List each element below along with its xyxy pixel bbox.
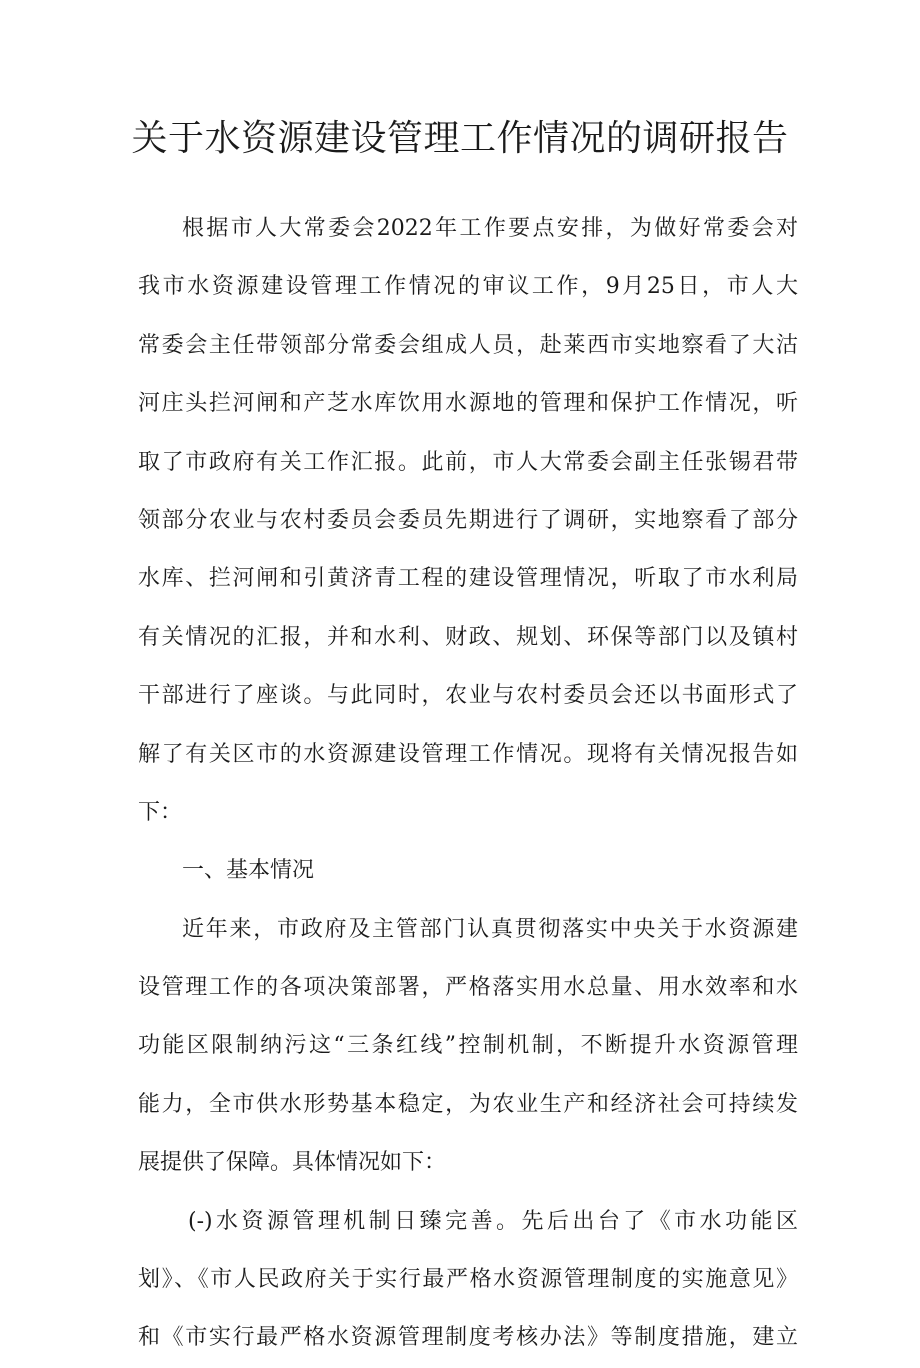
paragraph-line: (-)水资源管理机制日臻完善。先后出台了《市水功能区 [188, 1208, 798, 1234]
paragraph-line: 设管理工作的各项决策部署，严格落实用水总量、用水效率和水 [138, 975, 798, 1001]
paragraph-line: 水库、拦河闸和引黄济青工程的建设管理情况，听取了市水利局 [138, 566, 798, 592]
paragraph-line: 干部进行了座谈。与此同时，农业与农村委员会还以书面形式了 [138, 683, 798, 709]
paragraph-line: 有关情况的汇报，并和水利、财政、规划、环保等部门以及镇村 [138, 624, 798, 650]
document-body [138, 200, 798, 1368]
paragraph-line: 取了市政府有关工作汇报。此前，市人大常委会副主任张锡君带 [138, 449, 798, 475]
paragraph-line: 常委会主任带领部分常委会组成人员，赴莱西市实地察看了大沽 [138, 332, 798, 358]
section-heading: 一、基本情况 [182, 858, 315, 884]
paragraph-line: 功能区限制纳污这“三条红线”控制机制，不断提升水资源管理 [138, 1033, 798, 1059]
paragraph-line: 解了有关区市的水资源建设管理工作情况。现将有关情况报告如 [138, 741, 798, 767]
paragraph-line: 能力，全市供水形势基本稳定，为农业生产和经济社会可持续发 [138, 1091, 798, 1117]
paragraph-line: 领部分农业与农村委员会委员先期进行了调研，实地察看了部分 [138, 507, 798, 533]
document-title: 关于水资源建设管理工作情况的调研报告 [131, 118, 789, 159]
paragraph-line: 下： [138, 799, 183, 825]
paragraph-line: 近年来，市政府及主管部门认真贯彻落实中央关于水资源建 [182, 916, 798, 942]
paragraph-line: 划》、《市人民政府关于实行最严格水资源管理制度的实施意见》 [138, 1267, 798, 1293]
paragraph-line: 根据市人大常委会2022年工作要点安排，为做好常委会对 [182, 216, 798, 241]
paragraph-line: 和《市实行最严格水资源管理制度考核办法》等制度措施，建立 [138, 1325, 798, 1351]
paragraph-line: 我市水资源建设管理工作情况的审议工作，9月25日，市人大 [138, 274, 798, 300]
paragraph-line: 展提供了保障。具体情况如下： [138, 1150, 447, 1176]
paragraph-line: 河庄头拦河闸和产芝水库饮用水源地的管理和保护工作情况，听 [138, 391, 798, 417]
